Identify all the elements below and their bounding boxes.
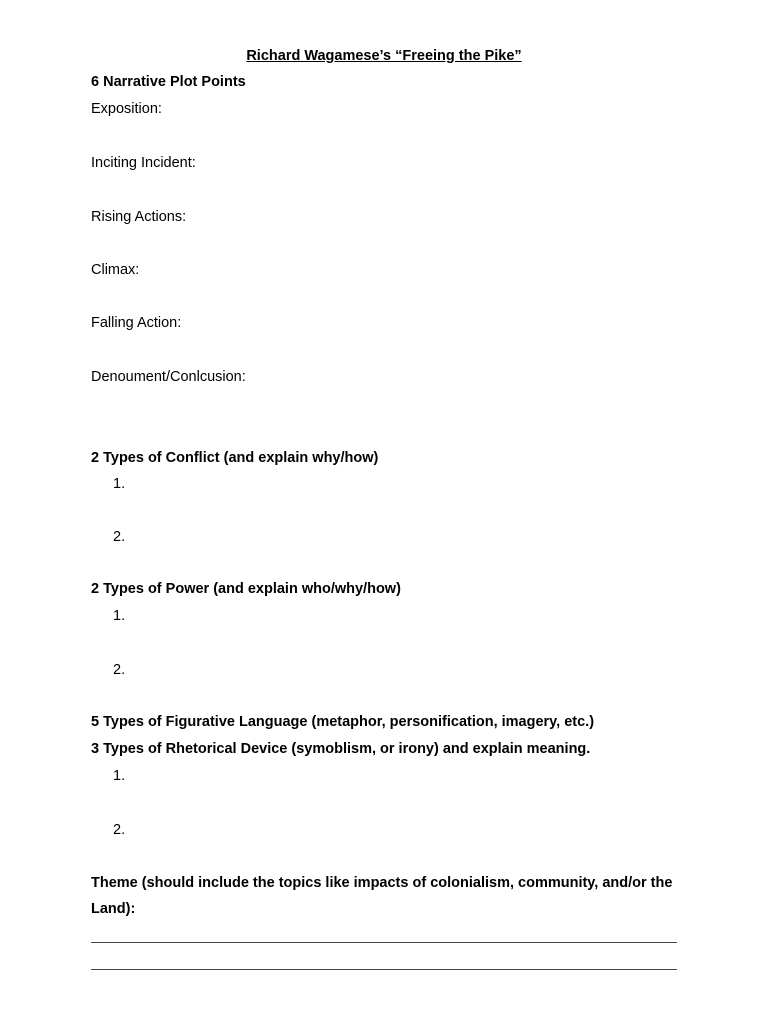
figurative-language-heading: 5 Types of Figurative Language (metaphor, personification, imagery, etc.) [91,714,595,730]
plot-item-exposition: Exposition: [91,101,162,117]
theme-heading: Theme (should include the topics like impacts of colonialism, community, and/or the Land): [91,875,673,917]
plot-item-falling-action: Falling Action: [91,315,182,331]
conflict-number-2: 2. [113,529,126,545]
rhetorical-number-1: 1. [113,768,126,784]
plot-item-inciting-incident: Inciting Incident: [91,155,196,171]
plot-item-climax: Climax: [91,262,140,278]
power-heading: 2 Types of Power (and explain who/why/how) [91,581,401,597]
power-number-2: 2. [113,662,126,678]
theme-answer-line-2 [91,969,677,970]
rhetorical-number-2: 2. [113,822,126,838]
plot-item-rising-actions: Rising Actions: [91,209,187,225]
conflict-heading: 2 Types of Conflict (and explain why/how) [91,450,379,466]
rhetorical-device-heading: 3 Types of Rhetorical Device (symoblism, or irony) and explain meaning. [91,741,591,757]
plot-points-heading: 6 Narrative Plot Points [91,74,246,90]
conflict-number-1: 1. [113,476,126,492]
power-number-1: 1. [113,608,126,624]
theme-answer-line-1 [91,942,677,943]
plot-item-denouement: Denoument/Conlcusion: [91,369,246,385]
worksheet-title: Richard Wagamese’s “Freeing the Pike” [246,48,522,64]
